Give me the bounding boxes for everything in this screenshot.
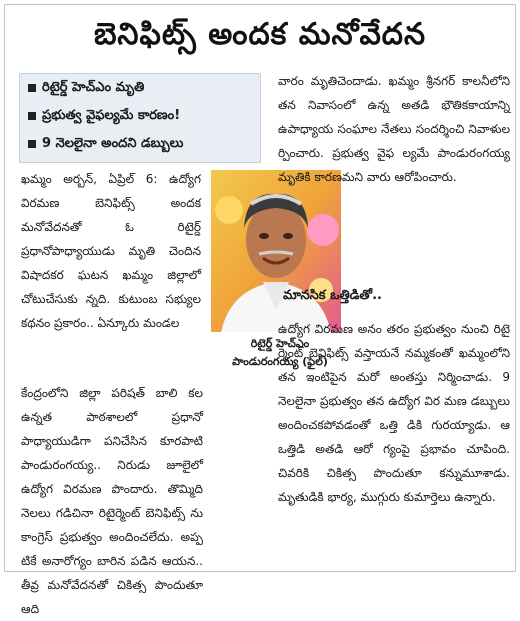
body-column-2-bottom: ఉద్యోగ విరమణ అనం తరం ప్రభుత్వం నుంచి రిటై ర్మెంట్ బెనిఫిట్స్ వస్తాయనే నమ్మకంతో ఖమ్మంలోని తన ఇంటిపైన మరో అంతస్తు నిర్మించాడు. 9 నెలలైనా ప్రభుత్వం తన ఉద్యోగ విర మణ డబ్బులు అందించకపోవడంతో ఒత్తి డికి గురయ్యాడు. ఆ ఒత్తిడి అతడి ఆరో గ్యంపై ప్రభావం చూపింది. చివరికి చికిత్స పొందుతూ కన్నుమూశాడు. మృతుడికి భార్య, ముగ్గురు కుమార్తెలు ఉన్నారు. — [278, 322, 510, 504]
square-bullet-icon — [28, 84, 36, 92]
body-column-1-bottom: కేంద్రంలోని జిల్లా పరిషత్ బాలి కల ఉన్నత పాఠశాలలో ప్రధానో పాధ్యాయుడిగా పనిచేసిన కూరపాటి పాండురంగయ్య.. నిరుడు జూలైలో ఉద్యోగ విరమణ పొందారు. తొమ్మిది నెలలు గడిచినా రిటైర్మెంట్ బెనిఫిట్స్ ను కాంగ్రెస్ ప్రభుత్వం అందించలేదు. అప్ప టికే అనారోగ్యం బారిన పడిన ఆయన.. తీవ్ర మనోవేదనతో చికిత్స పొందుతూ ఆది — [21, 386, 203, 616]
subheading: మానసిక ఒత్తిడితో.. — [283, 288, 382, 303]
highlight-item: ప్రభుత్వ వైఫల్యమే కారణం! — [20, 102, 260, 130]
highlight-item: రిటైర్డ్ హెచ్ఎం మృతి — [20, 74, 260, 102]
photo-caption: రిటైర్డ్ హెచ్ఎం పాండురంగయ్య (ఫైల్) — [232, 337, 328, 368]
square-bullet-icon — [28, 140, 36, 148]
headline: బెనిఫిట్స్ అందక మనోవేదన — [93, 17, 427, 52]
body-column-2-top: వారం మృతిచెందాడు. ఖమ్మం శ్రీనగర్ కాలనీలోని తన నివాసంలో ఉన్న అతడి భౌతికకాయాన్ని ఉపాధ్యాయ సంఘాల నేతలు సందర్శించి నివాళుల ర్పించారు. ప్రభుత్వ వైఫ ల్యమే పాండురంగయ్య మృతికి కారణమని వారు ఆరోపించారు. — [278, 74, 510, 184]
highlights-box — [19, 73, 261, 163]
article-frame — [4, 4, 516, 616]
highlight-item: 9 నెలలైనా అందని డబ్బులు — [20, 130, 260, 158]
square-bullet-icon — [28, 112, 36, 120]
portrait-photo — [211, 170, 341, 332]
body-column-1-top: ఖమ్మం అర్బన్, ఏప్రిల్ 6: ఉద్యోగ విరమణ బెనిఫిట్స్ అందక మనోవేదనతో ఓ రిటైర్డ్ ప్రధానోపాధ్యాయుడు మృతి చెందిన విషాదకర ఘటన ఖమ్మం జిల్లాలో చోటుచేసుకు న్నది. కుటుంబ సభ్యుల కథనం ప్రకారం.. ఏన్కూరు మండల — [21, 172, 201, 330]
